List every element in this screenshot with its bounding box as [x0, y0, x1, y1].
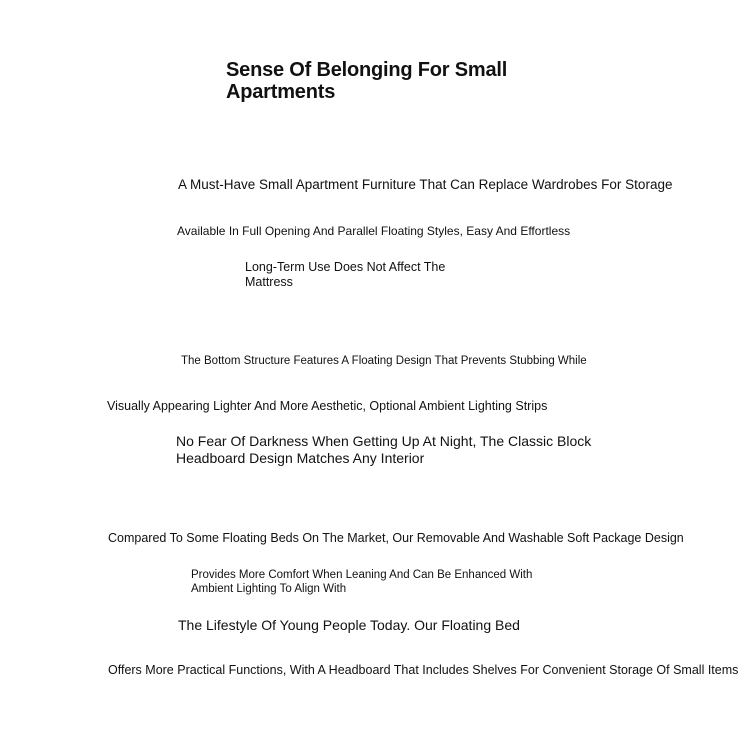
text-line-soft-package: Compared To Some Floating Beds On The Market, Our Removable And Washable Soft Package Design — [108, 531, 684, 545]
text-line-mattress: Long-Term Use Does Not Affect The Mattress — [245, 260, 446, 289]
text-line-lifestyle: The Lifestyle Of Young People Today. Our Floating Bed — [178, 617, 520, 633]
text-line-opening-styles: Available In Full Opening And Parallel Floating Styles, Easy And Effortless — [177, 224, 571, 238]
page-title: Sense Of Belonging For Small Apartments — [226, 59, 508, 103]
text-line-storage: A Must-Have Small Apartment Furniture That Can Replace Wardrobes For Storage — [178, 177, 673, 192]
text-line-lighting-strips: Visually Appearing Lighter And More Aesthetic, Optional Ambient Lighting Strips — [107, 399, 548, 413]
text-line-comfort: Provides More Comfort When Leaning And Can Be Enhanced With Ambient Lighting To Align With — [191, 569, 533, 595]
text-line-shelves: Offers More Practical Functions, With A Headboard That Includes Shelves For Convenient Storage Of Small Items — [108, 663, 739, 677]
text-line-headboard: No Fear Of Darkness When Getting Up At Night, The Classic Block Headboard Design Matches Any Interior — [176, 433, 592, 466]
text-line-floating-design: The Bottom Structure Features A Floating Design That Prevents Stubbing While — [181, 355, 587, 367]
